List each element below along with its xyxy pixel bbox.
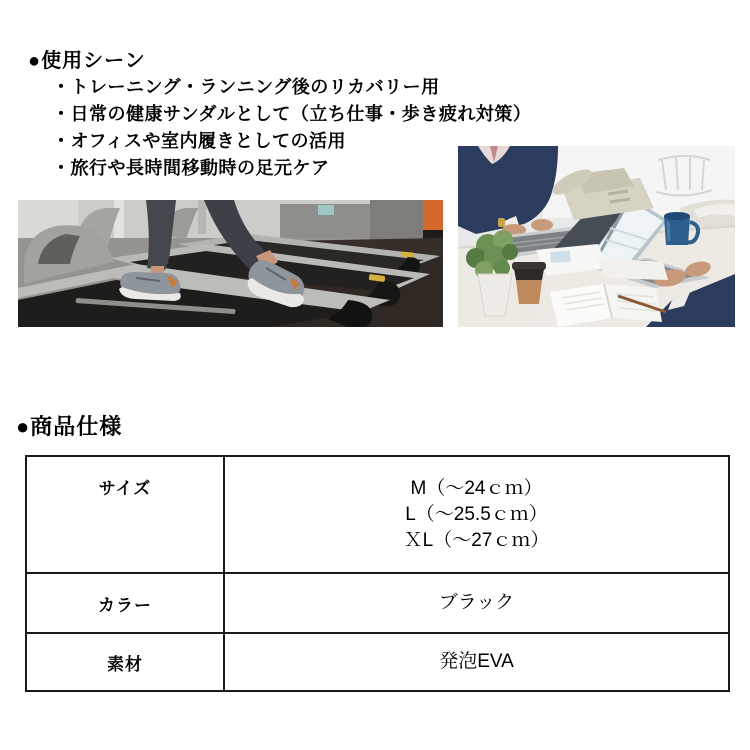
spec-row-color (26, 573, 729, 633)
spec-value-material: 発泡EVA (224, 633, 729, 691)
spec-section-heading: ●商品仕様 (16, 414, 123, 439)
spec-row-size (26, 456, 729, 573)
size-option-xl: ＸL（～27ｃｍ） (403, 529, 550, 551)
usage-item-office: ・オフィスや室内履きとしての活用 (52, 131, 347, 151)
gym-treadmill-photo (18, 200, 443, 327)
usage-section-heading: ●使用シーン (28, 50, 146, 72)
spec-value-color: ブラック (224, 573, 729, 633)
orange-pillar (423, 200, 443, 230)
spec-label-color: カラー (26, 573, 224, 633)
size-option-m: M（～24ｃｍ） (410, 477, 543, 499)
spec-row-material (26, 633, 729, 691)
spec-label-material: 素材 (26, 633, 224, 691)
usage-item-travel: ・旅行や長時間移動時の足元ケア (52, 158, 330, 178)
spec-label-size: サイズ (26, 456, 224, 573)
left-person (458, 146, 558, 236)
size-option-l: L（～25.5ｃｍ） (405, 503, 548, 525)
usage-item-recovery: ・トレーニング・ランニング後のリカバリー用 (52, 77, 440, 97)
spec-value-size (224, 456, 729, 573)
office-work-photo (458, 146, 735, 327)
spec-table (25, 455, 730, 692)
usage-item-daily: ・日常の健康サンダルとして（立ち仕事・歩き疲れ対策） (52, 104, 532, 124)
left-shoe (119, 272, 181, 301)
